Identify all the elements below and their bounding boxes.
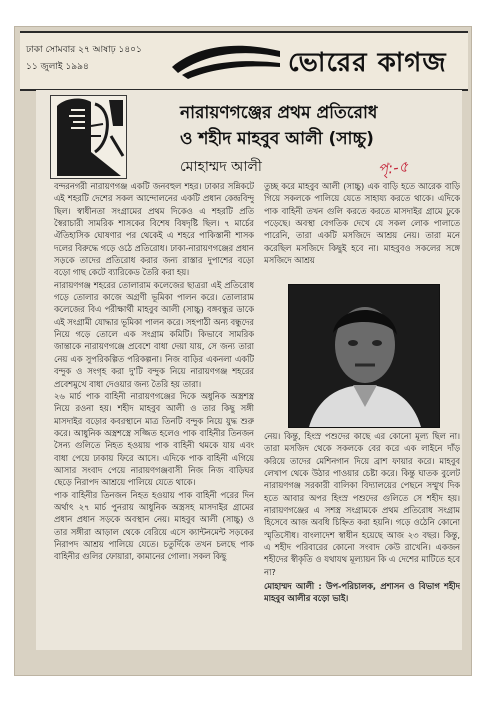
masthead-date: ঢাকা সোমবার ২৭ আষাঢ় ১৪০১ bbox=[26, 45, 142, 55]
paragraph: বন্দরনগরী নারায়ণগঞ্জ একটি জনবহুল শহর। ঢাকার সন্নিকটে এই শহরটি দেশের সকল আন্দোলনের একটি প্রধান কেন্দ্রবিন্দু ছিল। স্বাধীনতা সংগ্রামের প্রথম দিকেও এ শহরটি প্রতি স্বৈরাচারী সামরিক শাসকের বিশেষ বিষদৃষ্টি ছিল। ৭ মার্চের ঐতিহাসিক ঘোষণার পর থেকেই এ শহরে পাকিস্তানী শাসক দলের বিরুদ্ধে গড়ে ওঠে প্রতিরোধ। ঢাকা-নারায়ণগঞ্জের প্রধান সড়কে তাদের প্রতিরোধ করার জন্য রাস্তার দুপাশের বড়ো বড়ো গাছ কেটে ব্যারিকেড তৈরি করা হয়। bbox=[54, 181, 254, 278]
masthead-gregorian-date: ১১ জুলাই ১৯৯৪ bbox=[26, 62, 89, 72]
woodcut-illustration bbox=[50, 95, 127, 179]
handwritten-page-note: পৃ:-৫ bbox=[376, 157, 410, 179]
newspaper-logo bbox=[168, 37, 460, 83]
headline-line-2: ও শহীদ মাহবুব আলী (সাচ্চু) bbox=[180, 129, 374, 149]
paragraph: ২৬ মার্চ পাক বাহিনী নারায়ণগঞ্জের দিকে অধুনিক অস্ত্রশস্ত্র নিয়ে রওনা হয়। শহীদ মাহবুব আলী ও তার কিছু সঙ্গী মাসদাইর বড়োর কবরস্থানে মাত্র তিনটি বন্দুক নিয়ে যুদ্ধ শুরু করে। আধুনিক অস্ত্রশস্ত্রে সজ্জিত হলেও পাক বাহিনীর তিনজন সৈন্য গুলিতে নিহত হওয়ায় পাক বাহিনী থমকে যায় এবং বাধা পেয়ে ঢাকায় ফিরে আসে। এদিকে পাক বাহিনী এগিয়ে আসার সংবাদ পেয়ে নারায়ণগঞ্জবাসী নিজ নিজ বাড়িঘর ছেড়ে নিরাপদ আশ্রয়ে পালিয়ে যেতে থাকে। bbox=[54, 390, 254, 488]
woodcut-face-icon bbox=[51, 96, 126, 178]
paragraph: নেয়। কিন্তু, হিংস্র পশুদের কাছে এর কোনো মূল্য ছিল না। তারা মসজিদ থেকে সকলকে বের করে এক লাইনে দাঁড় করিয়ে তাদের মেশিনগান দিয়ে ব্রাশ ফায়ার করে। মাহবুব লেখাপ থেকে উঠার পাওয়ার চেষ্টা করে। কিন্তু ঘাতক বুলেট নারায়ণগঞ্জ সরকারী বালিকা বিদ্যালয়ের পেছনে সম্মুখ দিক হতে আবার অপর হিংস্র পশুদের গুলিতে সে শহীদ হয়। নারায়ণগঞ্জের এ সশস্ত্র সংগ্রামকে প্রথম প্রতিরোধ সংগ্রাম হিসেবে আজ অবধি চিহ্নিত করা হয়নি। গড়ে ওঠেনি কোনো স্মৃতিসৌধ। বাংলাদেশ স্বাধীন হয়েছে আজ ২৩ বছর। কিন্তু, এ শহীদ পরিবারের কোনো সংবাদ কেউ রাখেনি। একজন শহীদের স্বীকৃতি ও যথাযথ মূল্যায়ন কি এ দেশের মাটিতে হবে না? bbox=[264, 431, 460, 577]
bottom-blank-strip bbox=[20, 678, 472, 700]
portrait-icon bbox=[289, 285, 439, 427]
masthead bbox=[20, 31, 468, 91]
article-column-right-top bbox=[264, 180, 460, 280]
paragraph: নারায়ণগঞ্জ শহরের তোলারাম কলেজের ছাত্ররা এই প্রতিরোধ গড়ে তোলার কাজে অগ্রণী ভূমিকা পালন করে। তোলারাম কলেজের বিএ পরীক্ষার্থী মাহবুব আলী (সাচ্চু) বঙ্গবন্ধুর ডাকে এই সংগ্রামী যোদ্ধার ভূমিকা পালন করে। সহপাঠী অন্য বন্ধুদের নিয়ে গড়ে তোলে এক সংগ্রাম কমিটি। কিভাবে সামরিক জান্তাকে নারায়ণগঞ্জে প্রবেশে বাধা দেয়া যায়, সে জন্য তারা নেয় এক সুপরিকল্পিত পরিকল্পনা। নিজ বাড়ির একনলা একটি বন্দুক ও সংগৃহ করা দু'টি বন্দুক নিয়ে নারায়ণগঞ্জ শহরের প্রবেশমুখে বাধা দেওয়ার জন্য তৈরি হয় তারা। bbox=[54, 279, 254, 389]
byline: মোহাম্মদ আলী bbox=[180, 159, 262, 175]
paragraph: পাক বাহিনীর তিনজন নিহত হওয়ায় পাক বাহিনী পরের দিন অর্থাৎ ২৭ মার্চ পুনরায় আধুনিক অস্ত্রসহ মাসদাইর গ্রামের প্রধান প্রধান সড়কে অবস্থান নেয়। মাহবুব আলী (সাচ্চু) ও তার সঙ্গীরা আড়াল থেকে বেরিয়ে এসে ক্যান্টনমেন্ট সড়কের নিরাপদ আশ্রয় পালিয়ে যেতে। চতুর্দিকে তখন চলছে পাক বাহিনীর গুলির ফোয়ারা, কামানের গোলা। সকল কিছু bbox=[54, 489, 254, 562]
portrait-photo bbox=[288, 284, 440, 428]
paragraph: তুচ্ছ করে মাহবুব আলী (সাচ্চু) এক বাড়ি হতে আরেক বাড়ি গিয়ে সকলকে পালিয়ে যেতে সাহায্য করতে থাকে। এদিকে পাক বাহিনী তখন গুলি করতে করতে মাসদাইর গ্রামে ঢুকে পড়েছে। অবস্থা বেগতিক দেখে যে সকল লোক পালাতে পারেনি, তারা একটি মসজিদে আশ্রয় নেয়। তারা মনে করেছিল মসজিদে কিছুই হবে না। মাহবুবও সকলের সঙ্গে মসজিদে আশ্রয় bbox=[264, 181, 460, 266]
article-column-left bbox=[54, 180, 254, 650]
headline-line-1: নারায়ণগঞ্জের প্রথম প্রতিরোধ bbox=[180, 103, 378, 123]
newspaper-name: ভোরের কাগজ bbox=[288, 48, 447, 78]
article-column-right-bottom bbox=[264, 430, 460, 642]
author-note: মোহাম্মদ আলী : উপ-পরিচালক, প্রশাসন ও বিভাগ শহীদ মাহবুব আলীর বড়ো ভাই। bbox=[264, 581, 460, 604]
